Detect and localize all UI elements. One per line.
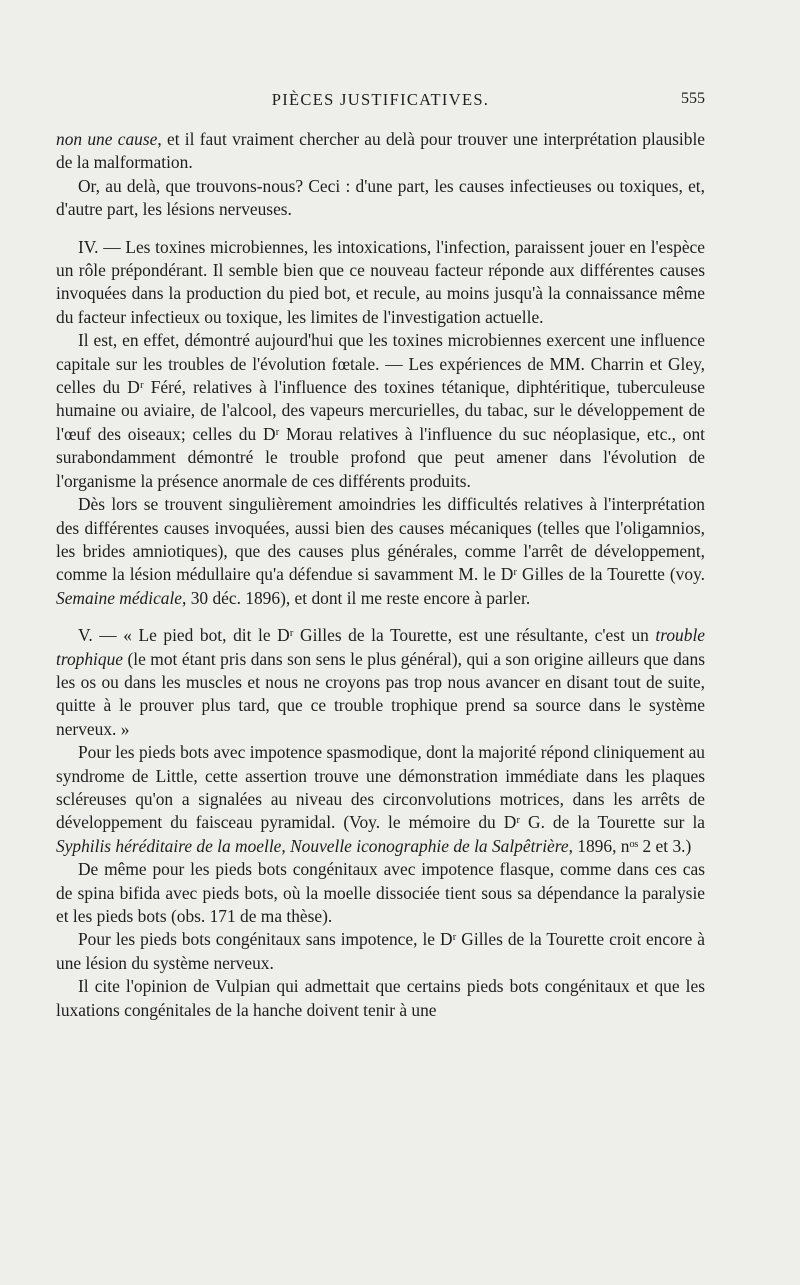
text-run: Dès lors se trouvent singulièrement amoindries les difficultés relatives à l'interprétation des différentes causes invoquées, aussi bien des causes mécaniques (telles que l'oligamnios, les brides amniotiques), que des causes plus générales, comme l'arrêt de développement, comme la lésion médullaire qu'a défendue si savamment M. le Dʳ Gilles de la Tourette (voy.	[56, 494, 705, 585]
paragraph-8	[56, 858, 705, 928]
text-run: Il cite l'opinion de Vulpian qui admettait que certains pieds bots congénitaux et que les luxations congénitales de la hanche doivent tenir à une	[56, 976, 705, 1020]
body-text	[56, 128, 705, 1022]
text-run: De même pour les pieds bots congénitaux avec impotence flasque, comme dans ces cas de spina bifida avec pieds bots, où la moelle dissociée tient sous sa dépendance la paralysie et les pieds bots (obs. 171 de ma thèse).	[56, 859, 705, 926]
text-run: V. — « Le pied bot, dit le Dʳ Gilles de la Tourette, est une résultante, c'est un	[78, 625, 656, 646]
page-number: 555	[681, 90, 705, 107]
text-run: Il est, en effet, démontré aujourd'hui que les toxines microbiennes exercent une influence capitale sur les troubles de l'évolution fœtale. — Les expériences de MM. Charrin et Gley, celles du Dʳ Féré, relatives à l'influence des toxines tétanique, diphtéritique, tuberculeuse humaine ou aviaire, de l'alcool, des vapeurs mercurielles, du tabac, sur le développement de l'œuf des oiseaux; celles du Dʳ Morau relatives à l'influence du suc néoplasique, etc., ont surabondamment démontré le trouble profond que peut amener dans l'évolution de l'organisme la présence anormale de ces différents produits.	[56, 330, 705, 491]
text-run: , 1896, nᵒˢ 2 et 3.)	[568, 835, 692, 856]
paragraph-9	[56, 928, 705, 975]
text-run: Or, au delà, que trouvons-nous? Ceci : d'une part, les causes infectieuses ou toxiques, et, d'autre part, les lésions nerveuses.	[56, 175, 705, 220]
paragraph-1	[56, 128, 705, 175]
italic-phrase: Syphilis héréditaire de la moelle, Nouvelle iconographie de la Salpêtrière	[56, 835, 569, 856]
text-run: IV. — Les toxines microbiennes, les intoxications, l'infection, paraissent jouer en l'espèce un rôle prépondérant. Il semble bien que ce nouveau facteur réponde aux différentes causes invoquées dans la production du pied bot, et recule, au moins jusqu'à la connaissance même du facteur infectieux ou toxique, les limites de l'investigation actuelle.	[56, 236, 705, 327]
italic-phrase: non une cause	[56, 129, 158, 149]
text-run: Pour les pieds bots congénitaux sans impotence, le Dʳ Gilles de la Tourette croit encore à une lésion du système nerveux.	[56, 929, 705, 973]
text-run: , et il faut vraiment chercher au delà pour trouver une interprétation plausible de la malformation.	[56, 129, 705, 173]
text-run: (le mot étant pris dans son sens le plus général), qui a son origine ailleurs que dans les os ou dans les muscles et nous ne croyons pas trop nous avancer en disant tout de suite, quitte à le prouver plus tard, que ce trouble trophique prend sa source dans le système nerveux. »	[56, 648, 705, 739]
paragraph-section-v	[56, 624, 705, 741]
italic-phrase: trouble trophique	[56, 625, 705, 669]
text-run: Pour les pieds bots avec impotence spasmodique, dont la majorité répond cliniquement au syndrome de Little, cette assertion trouve une démonstration immédiate dans les plaques scléreuses qu'on a signalées au niveau des circonvolutions motrices, dans les arrêts de développement du faisceau pyramidal. (Voy. le mémoire du Dʳ G. de la Tourette sur la	[56, 742, 705, 833]
paragraph-section-iv	[56, 236, 705, 330]
italic-phrase: Semaine médicale	[56, 587, 183, 608]
paragraph-2	[56, 175, 705, 222]
paragraph-10	[56, 975, 705, 1022]
text-run: , 30 déc. 1896), et dont il me reste encore à parler.	[182, 587, 531, 608]
running-head	[56, 90, 705, 114]
paragraph-5	[56, 493, 705, 610]
paragraph-7	[56, 741, 705, 858]
paragraph-4	[56, 329, 705, 493]
running-title: PIÈCES JUSTIFICATIVES.	[271, 90, 490, 109]
